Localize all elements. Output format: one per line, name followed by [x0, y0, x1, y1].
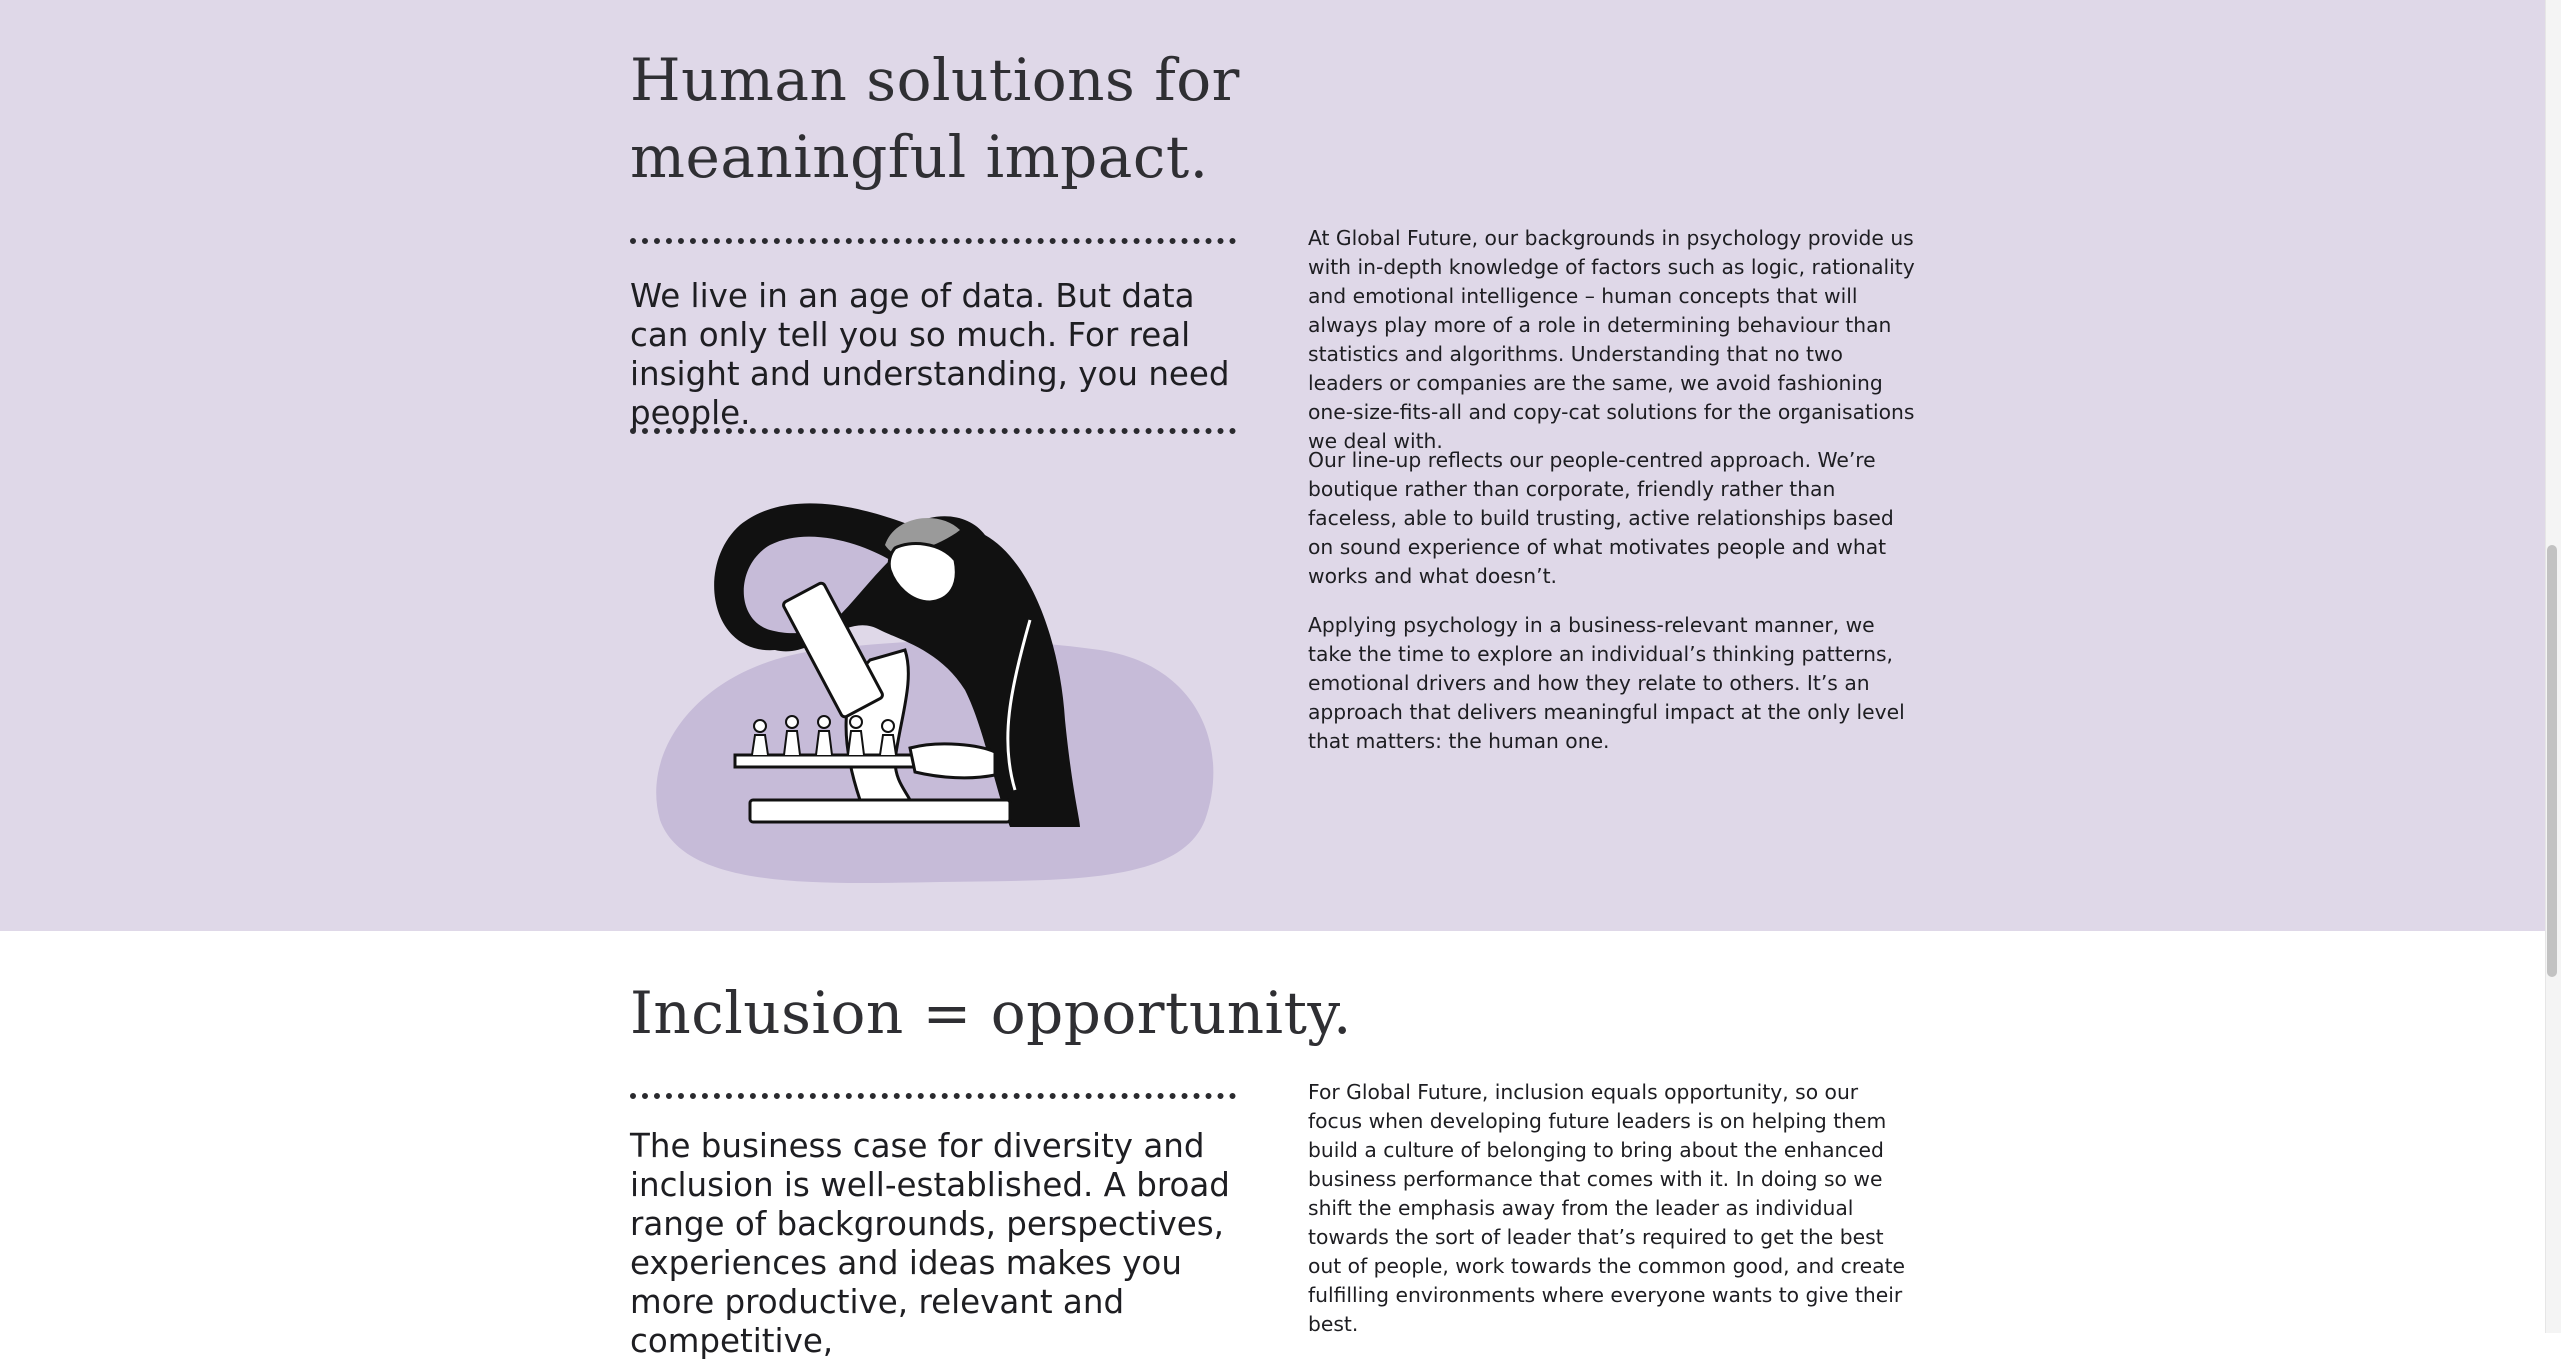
dotted-divider — [630, 428, 1236, 434]
lead-paragraph: The business case for diversity and inclusion is well-established. A broad range of backgrounds, perspectives, experiences and ideas makes you more productive, relevant and competitive, — [630, 1127, 1230, 1360]
scrollbar-thumb[interactable] — [2547, 545, 2557, 977]
body-paragraph-3: Applying psychology in a business-relevant manner, we take the time to explore an individual’s thinking patterns, emotional drivers and how they relate to others. It’s an approach that delivers meaningful impact at the only level that matters: the human one. — [1308, 613, 1905, 753]
section-heading: Inclusion = opportunity. — [630, 979, 1352, 1047]
section-heading — [630, 42, 1240, 196]
heading-line-1: Human solutions for — [630, 46, 1240, 114]
dotted-divider — [630, 238, 1236, 244]
microscope-stage — [735, 755, 935, 767]
lead-paragraph: We live in an age of data. But data can only tell you so much. For real insight and understanding, you need people. — [630, 277, 1230, 432]
inclusion-section — [0, 931, 2545, 1360]
body-paragraph-2: Our line-up reflects our people-centred approach. We’re boutique rather than corporate, friendly rather than faceless, able to build trusting, active relationships based on sound experience of what motivates people and what works and what doesn’t. — [1308, 448, 1894, 588]
heading-line-2: meaningful impact. — [630, 123, 1209, 191]
body-paragraph-1: At Global Future, our backgrounds in psychology provide us with in-depth knowledge of factors such as logic, rationality and emotional intelligence – human concepts that will always play more of a role in determining behaviour than statistics and algorithms. Understanding that no two leaders or companies are the same, we avoid fashioning one-size-fits-all and copy-cat solutions for the organisations we deal with. — [1308, 226, 1915, 453]
dotted-divider — [630, 1093, 1236, 1099]
microscope-base — [750, 800, 1010, 822]
illustration-hand — [910, 744, 995, 778]
body-paragraph-1: For Global Future, inclusion equals opportunity, so our focus when developing future leaders is on helping them build a culture of belonging to bring about the enhanced business performance that comes with it. In doing so we shift the emphasis away from the leader as individual towards the sort of leader that’s required to get the best out of people, work towards the common good, and create fulfilling environments where everyone wants to give their best. — [1308, 1080, 1906, 1336]
microscope-illustration — [640, 490, 1240, 890]
